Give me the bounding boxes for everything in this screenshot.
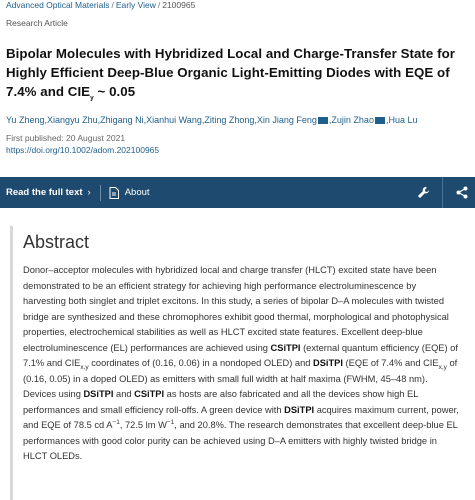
toolbar-divider [100, 185, 101, 201]
abstract-text-fragment: as hosts are also fabricated and all the devices show high EL performances and small efficiency roll-offs. A green device with [23, 389, 419, 415]
wrench-icon[interactable] [410, 177, 436, 208]
breadcrumb-section-link[interactable]: Early View [115, 0, 156, 10]
breadcrumb-article-id: 2100965 [162, 0, 196, 10]
read-full-text-label: Read the full text [6, 187, 83, 198]
about-label: About [124, 187, 150, 198]
breadcrumb-journal-link[interactable]: Advanced Optical Materials [6, 0, 110, 10]
author-link[interactable]: Zhigang Ni, [100, 115, 147, 125]
doi-link[interactable]: https://doi.org/10.1002/adom.202100965 [6, 145, 160, 155]
article-title-main: Bipolar Molecules with Hybridized Local and Charge-Transfer State for Highly Efficient Deep-Blue Organic Light-Emitting Diodes with EQE of 7.4% and CIE [6, 46, 455, 99]
compound-name: DSiTPI [83, 389, 114, 399]
author-link[interactable]: Xin Jiang Feng [256, 115, 317, 125]
article-title-tail: ~ 0.05 [93, 84, 136, 99]
subscript: x,y [438, 363, 447, 371]
abstract-text-fragment: acquires maximum current, power, and EQE of 78.5 cd A [23, 404, 459, 430]
compound-name: DSiTPI [284, 404, 315, 415]
compound-name: CSiTPI [134, 389, 165, 399]
author-link[interactable]: Ziting Zhong, [204, 115, 257, 125]
abstract-text-fragment: of (0.16, 0.05) in a doped OLED) as emitters with small full width at half maxima (FWHM, 45–48 nm). Devices using [23, 358, 458, 399]
abstract-section [10, 226, 465, 500]
author-link[interactable]: Xianhui Wang, [146, 115, 205, 125]
toolbar-actions [410, 177, 475, 208]
abstract-heading: Abstract [23, 232, 90, 252]
chevron-right-icon: › [87, 187, 91, 198]
read-full-text-button[interactable] [0, 187, 91, 198]
abstract-text-fragment: , 72.5 lm W [119, 420, 167, 430]
breadcrumb [6, 0, 469, 11]
share-icon[interactable] [449, 177, 475, 208]
article-type: Research Article [6, 18, 68, 28]
abstract-text-fragment: Donor–acceptor molecules with hybridized local and charge transfer (HLCT) excited state have been demonstrated to be an efficient strategy for achieving high performance electroluminescence by harvesting both singlet and triplet excitons. In this study, a series of bipolar D–A molecules with twisted bridge are synthesized and these chromophores exhibit good thermal, morphological and photophysical properties, electrochemical stabilities as well as HLCT excited state features. Excellent deep-blue electroluminescence (EL) performances are achieved using [23, 265, 449, 353]
email-icon[interactable] [318, 117, 328, 124]
document-icon [109, 187, 119, 199]
abstract-text-fragment: coordinates of (0.16, 0.06) in a nondoped OLED) and [88, 358, 313, 368]
toolbar-divider [442, 177, 443, 208]
author-link[interactable]: Xiangyu Zhu, [47, 115, 101, 125]
abstract-text-fragment: (external quantum efficiency (EQE) of 7.1% and CIE [23, 342, 458, 368]
abstract-text [23, 263, 465, 465]
abstract-text-fragment: (EQE of 7.4% and CIE [342, 358, 439, 368]
email-icon[interactable] [375, 117, 385, 124]
superscript: −1 [112, 418, 120, 426]
compound-name: CSiTPI [270, 342, 301, 353]
author-list: Yu Zheng,Xiangyu Zhu,Zhigang Ni,Xianhui Wang,Ziting Zhong,Xin Jiang Feng ,Zujin Zhao ,Hua Lu [6, 115, 418, 125]
author-link[interactable]: Zujin Zhao [331, 115, 374, 125]
author-link[interactable]: Hua Lu [388, 115, 418, 125]
article-toolbar [0, 177, 475, 208]
first-published: First published: 20 August 2021 [6, 133, 126, 143]
article-title [6, 44, 469, 101]
superscript: −1 [166, 418, 175, 426]
abstract-text-fragment: , and 20.8%. The research demonstrates that excellent deep-blue EL performances with good color purity can be achieved using D–A emitters with highly twisted bridge in HLCT OLEDs. [23, 420, 458, 461]
author-link[interactable]: Yu Zheng, [6, 115, 48, 125]
compound-name: DSiTPI [313, 358, 343, 368]
breadcrumb-separator: / [157, 0, 161, 10]
breadcrumb-separator: / [111, 0, 114, 10]
article-title-subscript: y [90, 94, 94, 102]
abstract-text-fragment: and [113, 389, 135, 399]
subscript: x,y [80, 363, 89, 371]
about-button[interactable] [109, 187, 150, 199]
